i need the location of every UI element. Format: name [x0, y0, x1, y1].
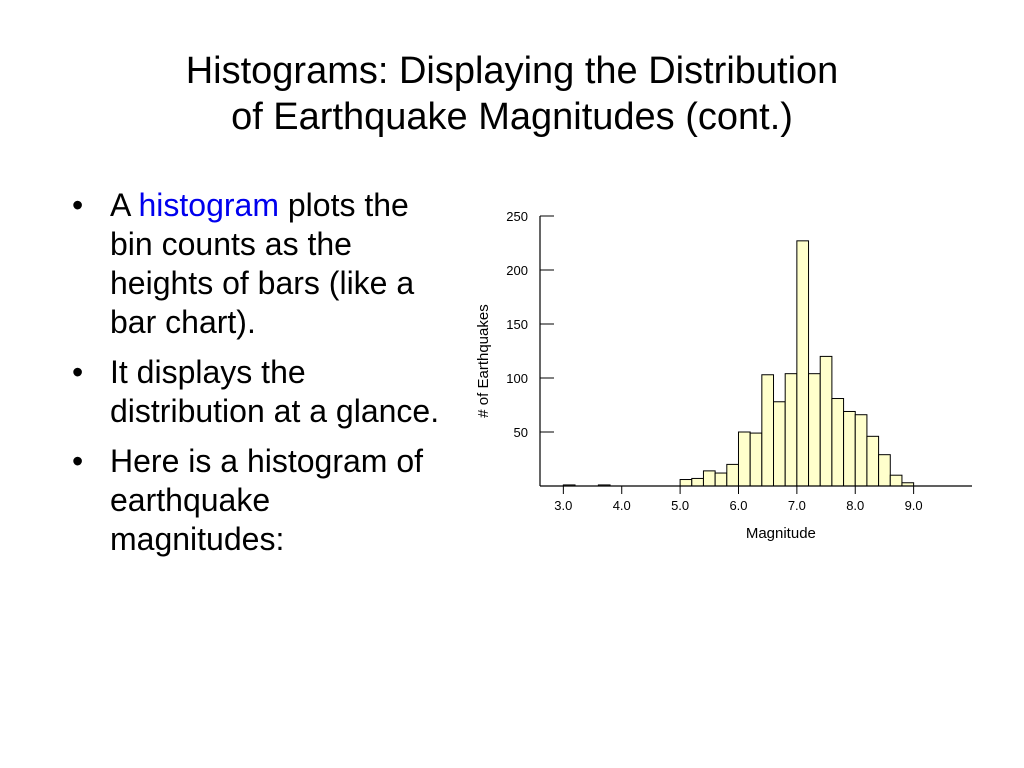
histogram-bar: [855, 415, 867, 486]
y-tick-label: 250: [506, 209, 528, 224]
histogram-bar: [867, 436, 879, 486]
x-tick-label: 4.0: [612, 498, 631, 513]
bullet-item-2: [72, 353, 452, 431]
histogram-bar: [890, 475, 902, 486]
histogram-bar: [727, 464, 739, 486]
y-tick-label: 100: [506, 371, 528, 386]
histogram-bar: [832, 399, 844, 486]
y-tick-label: 200: [506, 263, 528, 278]
histogram-bar: [820, 356, 832, 486]
bullet-dot: •: [72, 354, 84, 390]
x-tick-label: 8.0: [846, 498, 865, 513]
histogram-bar: [692, 478, 704, 486]
x-tick-label: 5.0: [671, 498, 690, 513]
x-tick-label: 9.0: [904, 498, 923, 513]
bullet-item-3: [72, 442, 452, 559]
bullet-1-text-after: plots the bin counts as the heights of bars (like a bar chart).: [110, 187, 415, 340]
histogram-bar: [844, 411, 856, 486]
bullet-dot: •: [72, 443, 84, 479]
slide-title: [0, 48, 1024, 140]
bullet-item-1: [72, 186, 452, 342]
x-tick-label: 6.0: [729, 498, 748, 513]
y-tick-label: 50: [513, 425, 528, 440]
y-axis-label: # of Earthquakes: [475, 304, 492, 418]
histogram-bar: [715, 473, 727, 486]
slide-title-line-1: Histograms: Displaying the Distribution: [185, 50, 839, 92]
histogram-bar: [750, 433, 762, 486]
bullet-list: [72, 186, 452, 570]
histogram-bar: [703, 471, 715, 486]
x-tick-label: 3.0: [554, 498, 573, 513]
bullet-3-text: Here is a histogram of earthquake magnitudes:: [110, 443, 424, 557]
x-tick-label: 7.0: [787, 498, 806, 513]
histogram-bar: [774, 402, 786, 486]
x-axis-label: Magnitude: [745, 525, 816, 542]
bars-layer: [563, 241, 913, 486]
histogram-bar: [785, 374, 797, 486]
magnitude-histogram: [466, 196, 986, 556]
histogram-bar: [879, 455, 891, 486]
histogram-keyword: histogram: [138, 187, 279, 223]
bullet-2-text: It displays the distribution at a glance.: [110, 354, 440, 429]
histogram-bar: [738, 432, 750, 486]
bullet-dot: •: [72, 187, 84, 223]
bullet-1-text-before: A: [110, 187, 139, 223]
slide-title-line-2: of Earthquake Magnitudes (cont.): [231, 96, 793, 138]
histogram-bar: [797, 241, 809, 486]
y-tick-label: 150: [506, 317, 528, 332]
histogram-bar: [809, 374, 821, 486]
histogram-bar: [762, 375, 774, 486]
histogram-bar: [680, 480, 692, 486]
